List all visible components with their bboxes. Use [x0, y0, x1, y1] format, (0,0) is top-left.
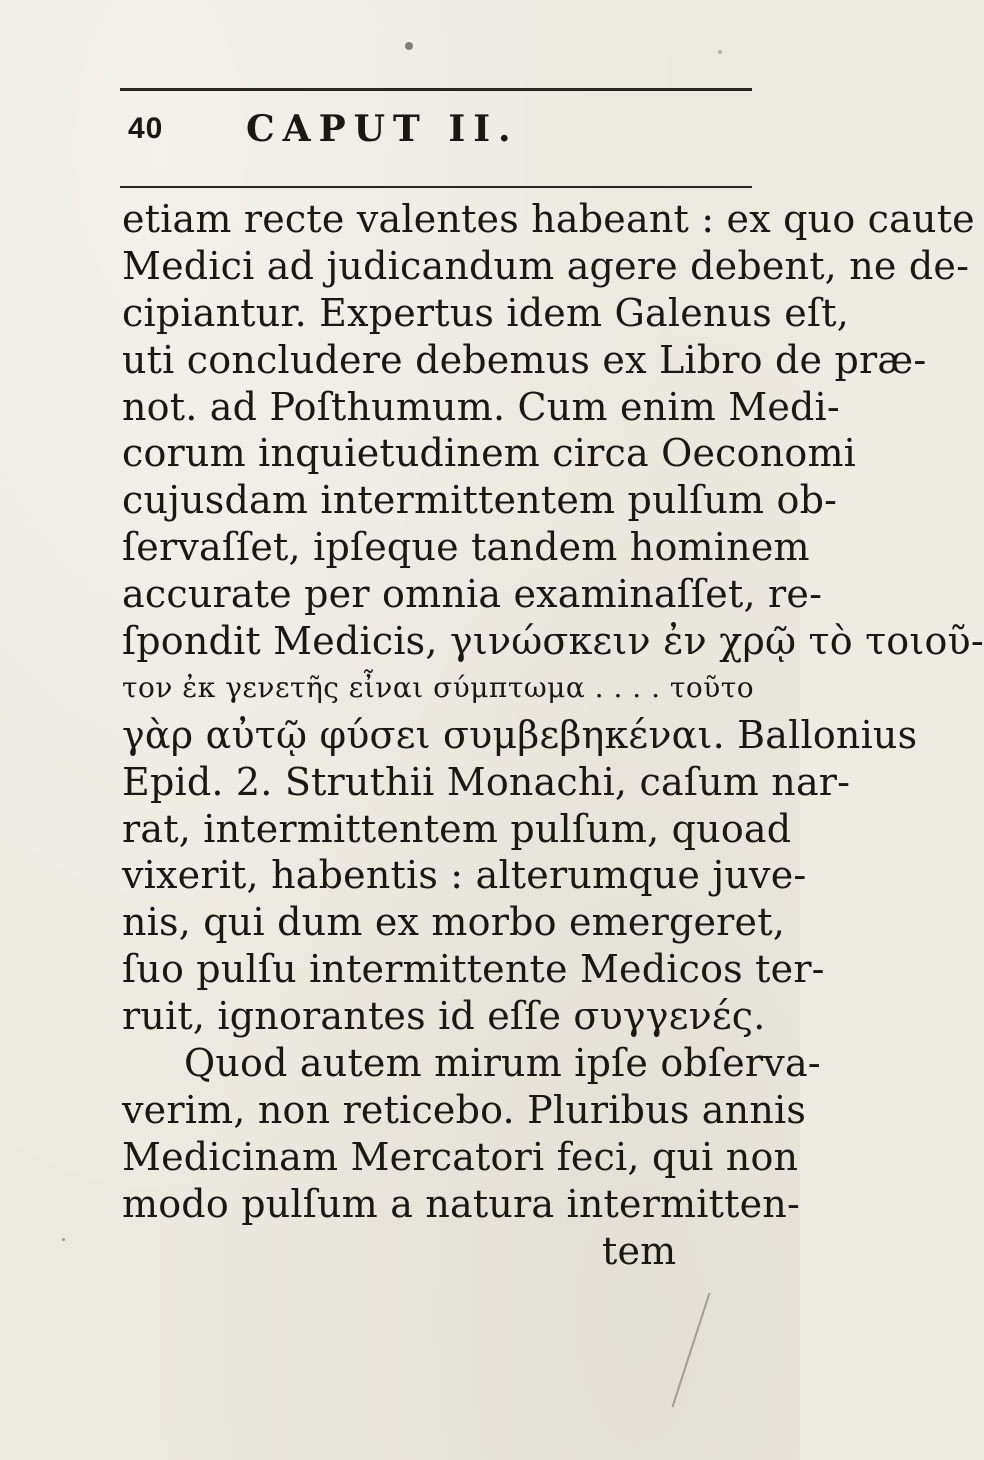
text-line: verim, non reticebo. Pluribus annis	[122, 1087, 807, 1132]
text-line: cujusdam intermittentem pulſum ob-	[122, 478, 838, 523]
text-line: not. ad Poſthumum. Cum enim Medi-	[122, 384, 840, 429]
text-line: ſuo pulſu intermittente Medicos ter-	[122, 947, 825, 992]
text-line: ruit, ignorantes id eſſe συγγενές.	[122, 994, 766, 1039]
page-header	[128, 108, 748, 158]
page-number: 40	[128, 112, 164, 145]
text-line: rat, intermittentem pulſum, quoad	[122, 806, 792, 851]
faint-pen-mark	[672, 1293, 711, 1408]
text-line: cipiantur. Expertus idem Galenus eſt,	[122, 290, 849, 335]
text-line: Medici ad judicandum agere debent, ne de-	[122, 243, 970, 288]
text-line: ſervaſſet, ipſeque tandem hominem	[122, 525, 810, 570]
text-line: etiam recte valentes habeant : ex quo caute	[122, 197, 975, 241]
ink-spot	[62, 1238, 65, 1241]
body-text	[122, 196, 984, 1274]
running-head: CAPUT II.	[246, 108, 519, 150]
text-line: modo pulſum a natura intermitten-	[122, 1181, 800, 1226]
text-line: ſpondit Medicis, γινώσκειν ἐν χρῷ τὸ τοιοῦ-	[122, 619, 984, 664]
text-line: Epid. 2. Struthii Monachi, caſum nar-	[122, 759, 851, 804]
text-line: nis, qui dum ex morbo emergeret,	[122, 900, 785, 945]
greek-text-line: τον ἐκ γενετῆς εἶναι σύμπτωμα . . . . τοῦτο	[122, 670, 755, 704]
header-rule-bottom	[120, 186, 752, 188]
text-line: corum inquietudinem circa Oeconomi	[122, 431, 857, 476]
text-line: Medicinam Mercatori feci, qui non	[122, 1134, 799, 1179]
header-rule-top	[120, 88, 752, 91]
ink-spot	[718, 50, 722, 54]
text-line: accurate per omnia examinaſſet, re-	[122, 572, 823, 617]
paragraph-start-line: Quod autem mirum ipſe obſerva-	[184, 1041, 821, 1086]
text-line: uti concludere debemus ex Libro de præ-	[122, 337, 927, 382]
text-line: γὰρ αὐτῷ φύσει συμβεβηκέναι. Ballonius	[122, 712, 918, 757]
ink-spot	[405, 42, 413, 50]
text-line: vixerit, habentis : alterumque juve-	[122, 853, 807, 898]
catchword: tem	[602, 1228, 677, 1273]
